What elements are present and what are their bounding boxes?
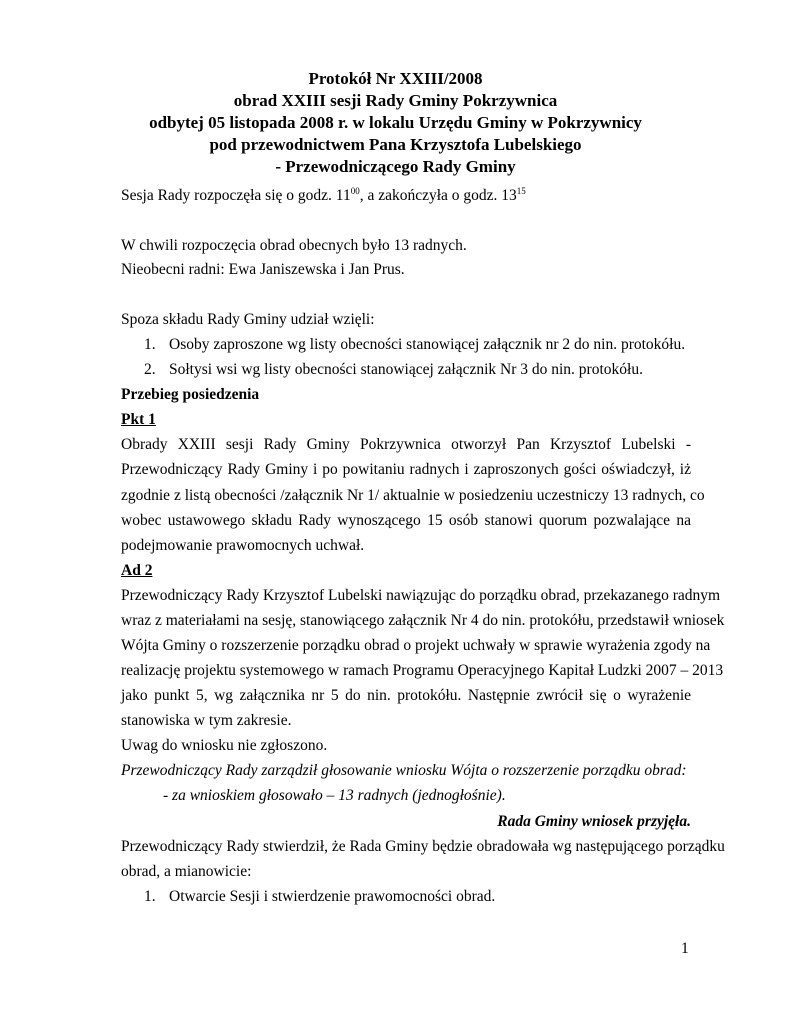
pkt1-label: Pkt 1 — [121, 411, 156, 428]
vote-intro: Przewodniczący Rady zarządził głosowanie wniosku Wójta o rozszerzenie porządku obrad: — [121, 762, 687, 779]
section-heading: Przebieg posiedzenia — [121, 386, 260, 403]
agenda-intro-line-1: Przewodniczący Rady stwierdził, że Rada Gminy będzie obradowała wg następującego porządku — [121, 838, 725, 855]
ad2-line-4: realizację projektu systemowego w ramach Programu Operacyjnego Kapitał Ludzki 2007 – 2013 — [121, 662, 724, 679]
pkt1-line-5: podejmowanie prawomocnych uchwał. — [121, 537, 365, 554]
list-item — [144, 335, 685, 355]
vote-result: - za wnioskiem głosowało – 13 radnych (jednogłośnie). — [163, 787, 506, 804]
list-number: 1. — [144, 888, 156, 905]
session-end-text: , a zakończyła o godz. 13 — [359, 187, 517, 204]
pkt1-line-3: zgodnie z listą obecności /załącznik Nr 1/ aktualnie w posiedzeniu uczestniczy 13 radnych, co — [121, 487, 705, 504]
document-title — [0, 68, 791, 178]
ad2-label: Ad 2 — [121, 562, 153, 579]
agenda-intro-line-2: obrad, a mianowicie: — [121, 863, 252, 880]
no-remarks: Uwag do wniosku nie zgłoszono. — [121, 737, 328, 754]
guests-intro: Spoza składu Rady Gminy udział wzięli: — [121, 311, 375, 328]
list-text: Otwarcie Sesji i stwierdzenie prawomocności obrad. — [169, 888, 496, 905]
pkt1-line-1: Obrady XXIII sesji Rady Gminy Pokrzywnica otworzył Pan Krzysztof Lubelski - — [121, 436, 691, 453]
session-start-text: Sesja Rady rozpoczęła się o godz. 11 — [121, 187, 351, 204]
list-text: Osoby zaproszone wg listy obecności stanowiącej załącznik nr 2 do nin. protokółu. — [169, 336, 686, 353]
ad2-line-3: Wójta Gminy o rozszerzenie porządku obrad o projekt uchwały w sprawie wyrażenia zgody na — [121, 637, 711, 654]
list-item — [144, 887, 495, 907]
session-times — [121, 186, 526, 206]
title-line-1: Protokół Nr XXIII/2008 — [308, 69, 483, 88]
title-line-3: odbytej 05 listopada 2008 r. w lokalu Urzędu Gminy w Pokrzywnicy — [149, 113, 642, 132]
pkt1-line-2: Przewodniczący Rady Gminy i po powitaniu radnych i zaproszonych gości oświadczył, iż — [121, 461, 691, 478]
page-number: 1 — [681, 940, 689, 957]
list-number: 2. — [144, 361, 156, 378]
list-text: Sołtysi wsi wg listy obecności stanowiącej załącznik Nr 3 do nin. protokółu. — [169, 361, 643, 378]
list-number: 1. — [144, 336, 156, 353]
ad2-line-2: wraz z materiałami na sesję, stanowiącego załącznik Nr 4 do nin. protokółu, przedstawił wniosek — [121, 612, 725, 629]
title-line-4: pod przewodnictwem Pana Krzysztofa Lubelskiego — [209, 135, 582, 154]
pkt1-line-4: wobec ustawowego składu Rady wynoszącego 15 osób stanowi quorum pozwalające na — [121, 512, 691, 529]
title-line-2: obrad XXIII sesji Rady Gminy Pokrzywnica — [233, 91, 558, 110]
session-start-minutes: 00 — [350, 186, 360, 196]
ad2-line-1: Przewodniczący Rady Krzysztof Lubelski nawiązując do porządku obrad, przekazanego radnym — [121, 587, 721, 604]
attendance-absent: Nieobecni radni: Ewa Janiszewska i Jan Prus. — [121, 261, 405, 278]
title-line-5: - Przewodniczącego Rady Gminy — [275, 157, 516, 176]
list-item — [144, 360, 643, 380]
ad2-line-6: stanowiska w tym zakresie. — [121, 712, 292, 729]
attendance-present: W chwili rozpoczęcia obrad obecnych było 13 radnych. — [121, 237, 467, 254]
session-end-minutes: 15 — [516, 186, 526, 196]
ad2-line-5: jako punkt 5, wg załącznika nr 5 do nin. protokółu. Następnie zwrócił się o wyrażenie — [121, 687, 691, 704]
decision: Rada Gminy wniosek przyjęła. — [497, 813, 691, 830]
